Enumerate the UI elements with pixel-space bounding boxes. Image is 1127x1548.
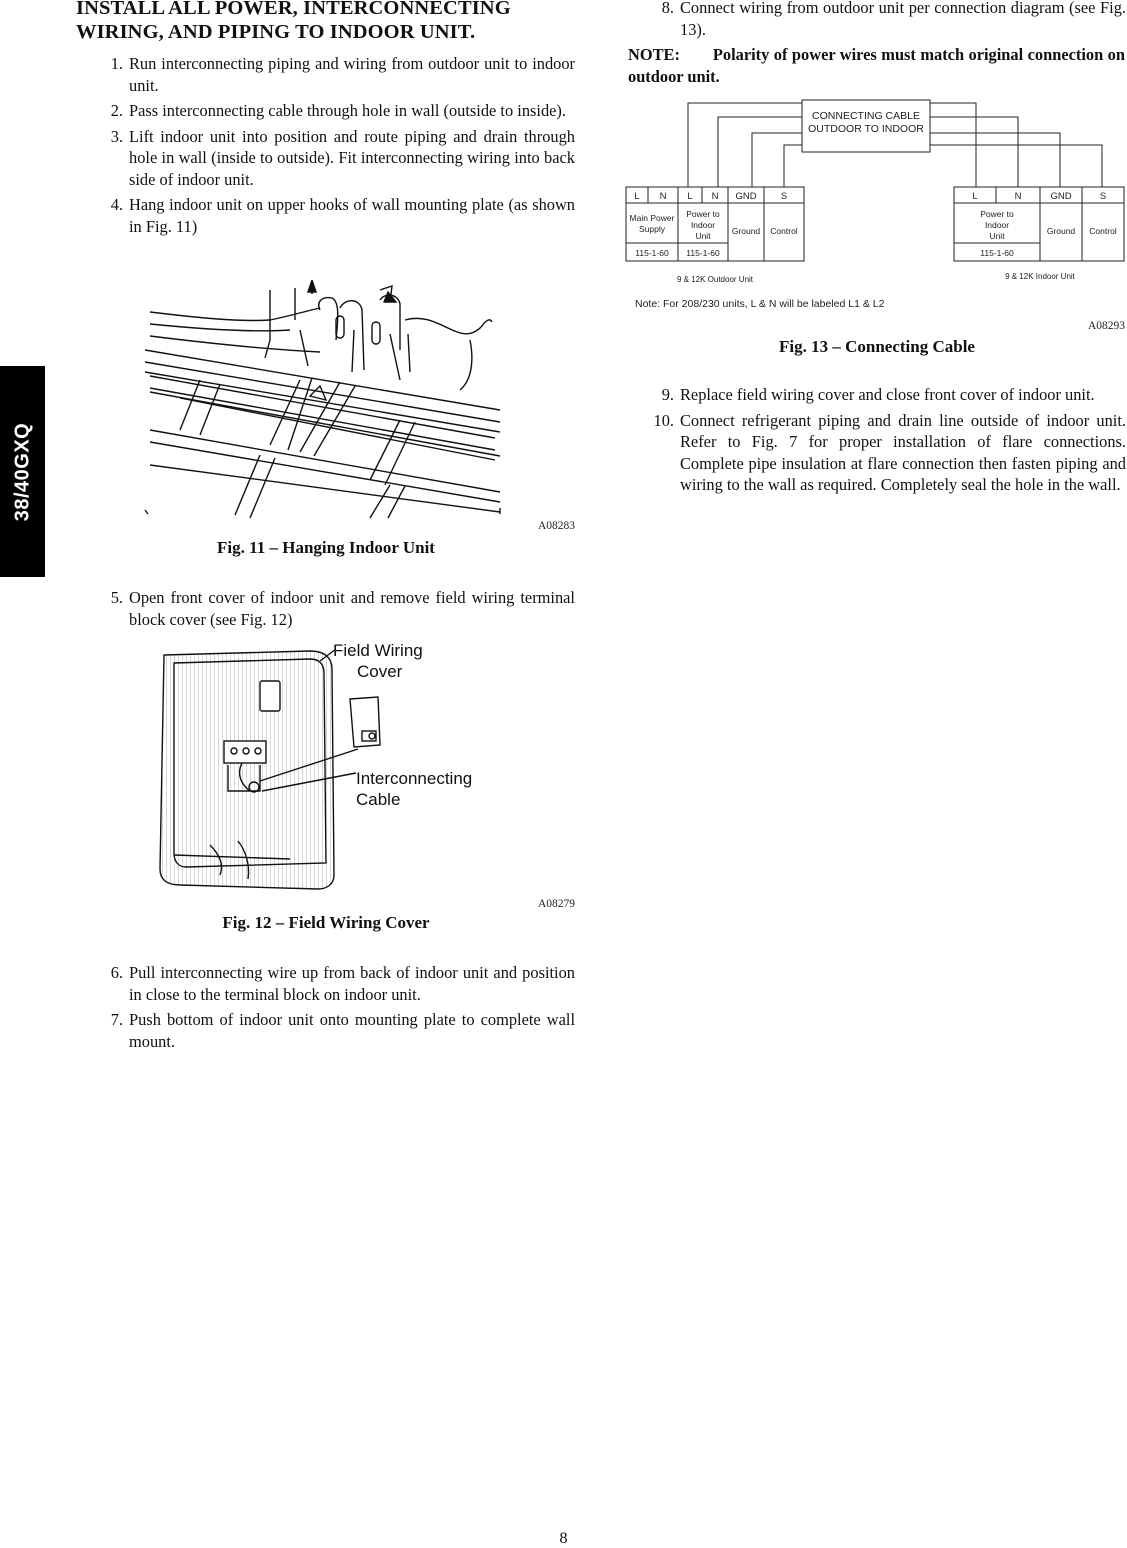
indoor-terminal: S [1099,191,1107,202]
fig12-caption: Fig. 12 – Field Wiring Cover [222,913,430,932]
steps-list-4 [627,0,1126,44]
rating-text: 115-1-60 [980,248,1014,258]
control-text: Control [1089,226,1117,236]
fig12-label-cover: Field Wiring Cover [333,641,423,681]
note-label: NOTE: [628,45,680,64]
list-item: 9. Replace field wiring cover and close front cover of indoor unit. [661,385,1095,404]
fig13-note: Note: For 208/230 units, L & N will be labeled L1 & L2 [635,298,885,310]
outdoor-terminal: S [780,191,788,202]
connecting-cable-diagram [620,95,1126,315]
indoor-terminal: L [972,191,978,202]
ground-text: Ground [731,226,761,236]
steps-list-5 [627,384,1126,500]
rating-text: 115-1-60 [635,248,669,258]
list-item: 4. Hang indoor unit on upper hooks of wall mounting plate (as shown in Fig. 11) [110,195,575,236]
power-to-text: Unit [989,231,1005,241]
list-item: 6. Pull interconnecting wire up from back of indoor unit and position in close to the terminal block on indoor unit. [110,963,575,1004]
list-item: 1. Run interconnecting piping and wiring from outdoor unit to indoor unit. [110,54,575,95]
outdoor-terminal: N [659,191,667,202]
rating-text: 115-1-60 [686,248,720,258]
outdoor-terminal: L [634,191,640,202]
fig12-label-cable: Interconnecting Cable [356,769,473,809]
page-number: 8 [559,1530,568,1547]
list-item: 2. Pass interconnecting cable through hole in wall (outside to inside). [110,101,566,120]
steps-list-3 [76,962,575,1056]
fig13-code: A08293 [1087,320,1125,332]
fig12-code: A08279 [537,898,575,910]
list-item: 8. Connect wiring from outdoor unit per connection diagram (see Fig. 13). [661,0,1126,39]
cable-label-line2: OUTDOOR TO INDOOR [808,123,924,135]
side-tab-label: 38/40GXQ [11,422,33,521]
control-text: Control [770,226,798,236]
outdoor-unit-label: 9 & 12K Outdoor Unit [676,275,754,284]
field-wiring-cover-illustration [150,645,390,895]
steps-list-1 [76,53,575,241]
fig11-caption: Fig. 11 – Hanging Indoor Unit [217,538,435,557]
section-heading: INSTALL ALL POWER, INTERCONNECTING WIRING, AND PIPING TO INDOOR UNIT. [76,0,511,43]
ground-text: Ground [1046,226,1076,236]
list-item: 3. Lift indoor unit into position and route piping and drain through hole in wall (inside to outside). Fit interconnecting wiring into back side of indoor unit. [110,126,575,189]
power-to-text: Indoor [984,220,1010,230]
list-item: 10. Connect refrigerant piping and drain line outside of indoor unit. Refer to Fig. 7 for proper installation of flare connections. Complete pipe insulation at flare connection then fasten piping and wiring to the wall as required. Completely seal the hole in the wall. [653,410,1126,494]
side-tab [0,366,45,577]
note-text: Polarity of power wires must match original connection on outdoor unit. [628,45,1125,86]
power-to-text: Power to [980,209,1014,219]
polarity-note [628,44,1125,88]
power-to-text: Unit [695,231,711,241]
cable-label-line1: CONNECTING CABLE [812,110,920,122]
indoor-terminal: N [1014,191,1022,202]
list-item: 7. Push bottom of indoor unit onto mounting plate to complete wall mount. [110,1010,575,1051]
steps-list-2 [76,587,575,634]
outdoor-terminal: N [711,191,719,202]
hanging-indoor-unit-illustration [140,280,510,520]
main-power-text: Main Power [629,213,675,223]
indoor-unit-label: 9 & 12K Indoor Unit [1005,272,1075,281]
main-power-text: Supply [639,224,665,234]
indoor-terminal: GND [1050,191,1072,202]
outdoor-terminal: GND [735,191,757,202]
fig13-caption: Fig. 13 – Connecting Cable [779,337,975,356]
outdoor-terminal: L [687,191,693,202]
list-item: 5. Open front cover of indoor unit and remove field wiring terminal block cover (see Fig. 12) [110,588,575,629]
fig11-code: A08283 [537,520,575,532]
power-to-text: Indoor [690,220,716,230]
power-to-text: Power to [686,209,720,219]
